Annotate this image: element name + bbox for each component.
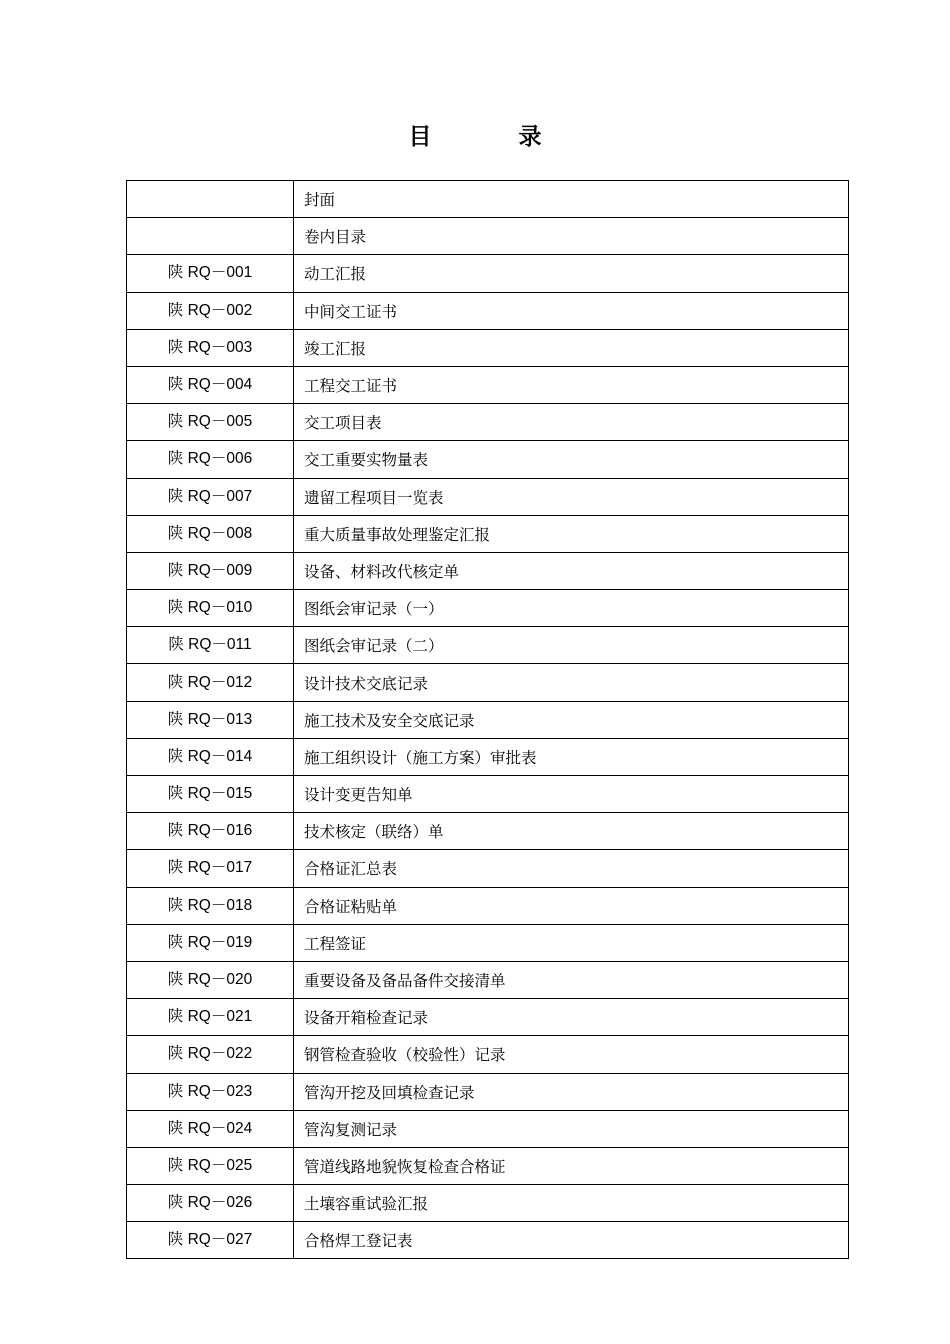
form-name-cell: 设备、材料改代核定单 — [294, 552, 849, 589]
form-name-cell: 合格焊工登记表 — [294, 1222, 849, 1259]
form-name-cell: 交工重要实物量表 — [294, 441, 849, 478]
table-row — [127, 850, 849, 887]
form-code-cell: 陕 RQ－009 — [127, 552, 294, 589]
form-code-cell: 陕 RQ－025 — [127, 1147, 294, 1184]
form-name-cell: 施工组织设计（施工方案）审批表 — [294, 738, 849, 775]
table-row — [127, 887, 849, 924]
form-name-cell: 中间交工证书 — [294, 292, 849, 329]
form-code-cell: 陕 RQ－001 — [127, 255, 294, 292]
form-name-cell: 封面 — [294, 181, 849, 218]
form-name-cell: 交工项目表 — [294, 404, 849, 441]
form-code-cell: 陕 RQ－026 — [127, 1185, 294, 1222]
table-row — [127, 515, 849, 552]
form-name-cell: 工程交工证书 — [294, 366, 849, 403]
form-name-cell: 管沟复测记录 — [294, 1110, 849, 1147]
form-code-cell: 陕 RQ－024 — [127, 1110, 294, 1147]
form-name-cell: 设计变更告知单 — [294, 776, 849, 813]
form-name-cell: 合格证粘贴单 — [294, 887, 849, 924]
table-row — [127, 478, 849, 515]
table-row — [127, 776, 849, 813]
table-row — [127, 329, 849, 366]
table-row — [127, 1036, 849, 1073]
table-row — [127, 1147, 849, 1184]
form-code-cell: 陕 RQ－018 — [127, 887, 294, 924]
form-name-cell: 设备开箱检查记录 — [294, 999, 849, 1036]
table-row — [127, 255, 849, 292]
form-code-cell: 陕 RQ－020 — [127, 961, 294, 998]
form-code-cell — [127, 218, 294, 255]
form-code-cell: 陕 RQ－012 — [127, 664, 294, 701]
form-code-cell: 陕 RQ－016 — [127, 813, 294, 850]
table-row — [127, 218, 849, 255]
table-row — [127, 738, 849, 775]
form-code-cell: 陕 RQ－008 — [127, 515, 294, 552]
form-name-cell: 技术核定（联络）单 — [294, 813, 849, 850]
form-name-cell: 设计技术交底记录 — [294, 664, 849, 701]
table-row — [127, 366, 849, 403]
form-name-cell: 重大质量事故处理鉴定汇报 — [294, 515, 849, 552]
table-row — [127, 1110, 849, 1147]
form-name-cell: 竣工汇报 — [294, 329, 849, 366]
table-row — [127, 924, 849, 961]
form-code-cell: 陕 RQ－011 — [127, 627, 294, 664]
table-row — [127, 961, 849, 998]
table-row — [127, 1185, 849, 1222]
form-code-cell: 陕 RQ－005 — [127, 404, 294, 441]
table-row — [127, 999, 849, 1036]
table-row — [127, 701, 849, 738]
table-row — [127, 404, 849, 441]
form-name-cell: 重要设备及备品备件交接清单 — [294, 961, 849, 998]
form-name-cell: 工程签证 — [294, 924, 849, 961]
table-row — [127, 552, 849, 589]
form-code-cell: 陕 RQ－021 — [127, 999, 294, 1036]
form-code-cell: 陕 RQ－017 — [127, 850, 294, 887]
form-code-cell: 陕 RQ－010 — [127, 590, 294, 627]
page-title: 目 录 — [408, 123, 574, 150]
form-code-cell: 陕 RQ－003 — [127, 329, 294, 366]
form-name-cell: 钢管检查验收（校验性）记录 — [294, 1036, 849, 1073]
form-code-cell: 陕 RQ－004 — [127, 366, 294, 403]
form-code-cell: 陕 RQ－015 — [127, 776, 294, 813]
form-code-cell: 陕 RQ－022 — [127, 1036, 294, 1073]
form-code-cell: 陕 RQ－014 — [127, 738, 294, 775]
table-row — [127, 664, 849, 701]
toc-table-body — [127, 181, 849, 1259]
form-code-cell: 陕 RQ－023 — [127, 1073, 294, 1110]
form-name-cell: 土壤容重试验汇报 — [294, 1185, 849, 1222]
form-name-cell: 图纸会审记录（二） — [294, 627, 849, 664]
form-name-cell: 管沟开挖及回填检查记录 — [294, 1073, 849, 1110]
table-row — [127, 1222, 849, 1259]
form-code-cell — [127, 181, 294, 218]
table-row — [127, 441, 849, 478]
form-code-cell: 陕 RQ－007 — [127, 478, 294, 515]
form-name-cell: 合格证汇总表 — [294, 850, 849, 887]
form-name-cell: 图纸会审记录（一） — [294, 590, 849, 627]
table-row — [127, 813, 849, 850]
form-name-cell: 遗留工程项目一览表 — [294, 478, 849, 515]
table-row — [127, 590, 849, 627]
form-name-cell: 动工汇报 — [294, 255, 849, 292]
table-row — [127, 292, 849, 329]
form-name-cell: 卷内目录 — [294, 218, 849, 255]
form-name-cell: 施工技术及安全交底记录 — [294, 701, 849, 738]
form-name-cell: 管道线路地貌恢复检查合格证 — [294, 1147, 849, 1184]
form-code-cell: 陕 RQ－006 — [127, 441, 294, 478]
form-code-cell: 陕 RQ－013 — [127, 701, 294, 738]
form-code-cell: 陕 RQ－019 — [127, 924, 294, 961]
table-row — [127, 181, 849, 218]
form-code-cell: 陕 RQ－002 — [127, 292, 294, 329]
table-row — [127, 627, 849, 664]
form-code-cell: 陕 RQ－027 — [127, 1222, 294, 1259]
toc-table — [126, 180, 849, 1259]
table-row — [127, 1073, 849, 1110]
